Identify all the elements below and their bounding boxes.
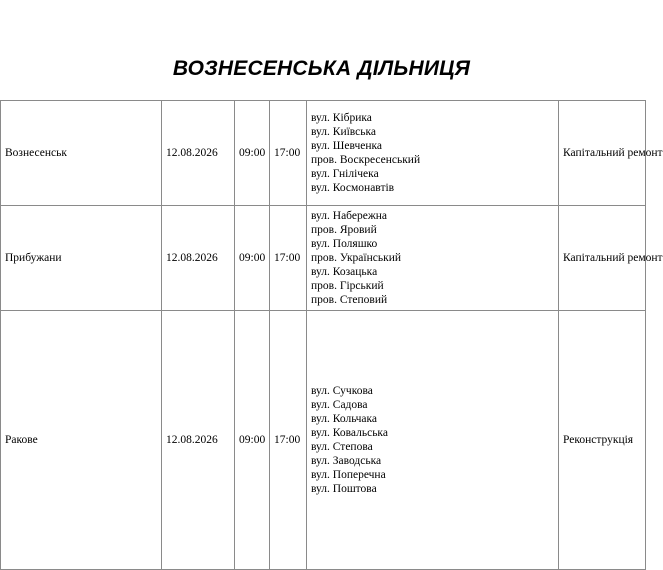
- street-item: вул. Поштова: [311, 483, 377, 495]
- street-item: вул. Космонавтів: [311, 182, 395, 194]
- street-item: вул. Гнілічека: [311, 168, 379, 180]
- work-type-cell: Реконструкція: [559, 311, 646, 570]
- streets-cell: [307, 206, 559, 311]
- work-type-cell: Капітальний ремонт: [559, 206, 646, 311]
- street-item: вул. Набережна: [311, 210, 388, 222]
- street-item: вул. Заводська: [311, 455, 382, 467]
- table-row: [1, 311, 646, 570]
- start-time-cell: 09:00: [235, 101, 270, 206]
- work-type-cell: Капітальний ремонт: [559, 101, 646, 206]
- end-time-cell: 17:00: [270, 311, 307, 570]
- street-item: вул. Козацька: [311, 266, 378, 278]
- street-item: вул. Шевченка: [311, 140, 383, 152]
- street-item: вул. Сучкова: [311, 385, 373, 397]
- streets-cell: [307, 101, 559, 206]
- street-item: вул. Садова: [311, 399, 368, 411]
- table-row: [1, 101, 646, 206]
- town-cell: Ракове: [1, 311, 162, 570]
- street-item: вул. Кольчака: [311, 413, 377, 425]
- date-cell: 12.08.2026: [162, 206, 235, 311]
- street-item: вул. Поляшко: [311, 238, 378, 250]
- street-item: вул. Поперечна: [311, 469, 386, 481]
- date-cell: 12.08.2026: [162, 101, 235, 206]
- town-cell: Вознесенськ: [1, 101, 162, 206]
- table-row: [1, 206, 646, 311]
- street-item: вул. Кібрика: [311, 112, 372, 124]
- streets-cell: [307, 311, 559, 570]
- street-item: пров. Воскресенський: [311, 154, 421, 166]
- start-time-cell: 09:00: [235, 206, 270, 311]
- street-item: вул. Київська: [311, 126, 377, 138]
- page-title: ВОЗНЕСЕНСЬКА ДІЛЬНИЦЯ: [172, 57, 471, 80]
- outage-schedule-table: [0, 100, 663, 570]
- date-cell: 12.08.2026: [162, 311, 235, 570]
- town-cell: Прибужани: [1, 206, 162, 311]
- street-item: вул. Степова: [311, 441, 373, 453]
- street-item: пров. Український: [311, 252, 402, 264]
- end-time-cell: 17:00: [270, 101, 307, 206]
- street-item: пров. Гірський: [311, 280, 384, 292]
- street-item: пров. Яровий: [311, 224, 377, 236]
- end-time-cell: 17:00: [270, 206, 307, 311]
- start-time-cell: 09:00: [235, 311, 270, 570]
- street-item: вул. Ковальська: [311, 427, 388, 439]
- street-item: пров. Степовий: [311, 294, 388, 306]
